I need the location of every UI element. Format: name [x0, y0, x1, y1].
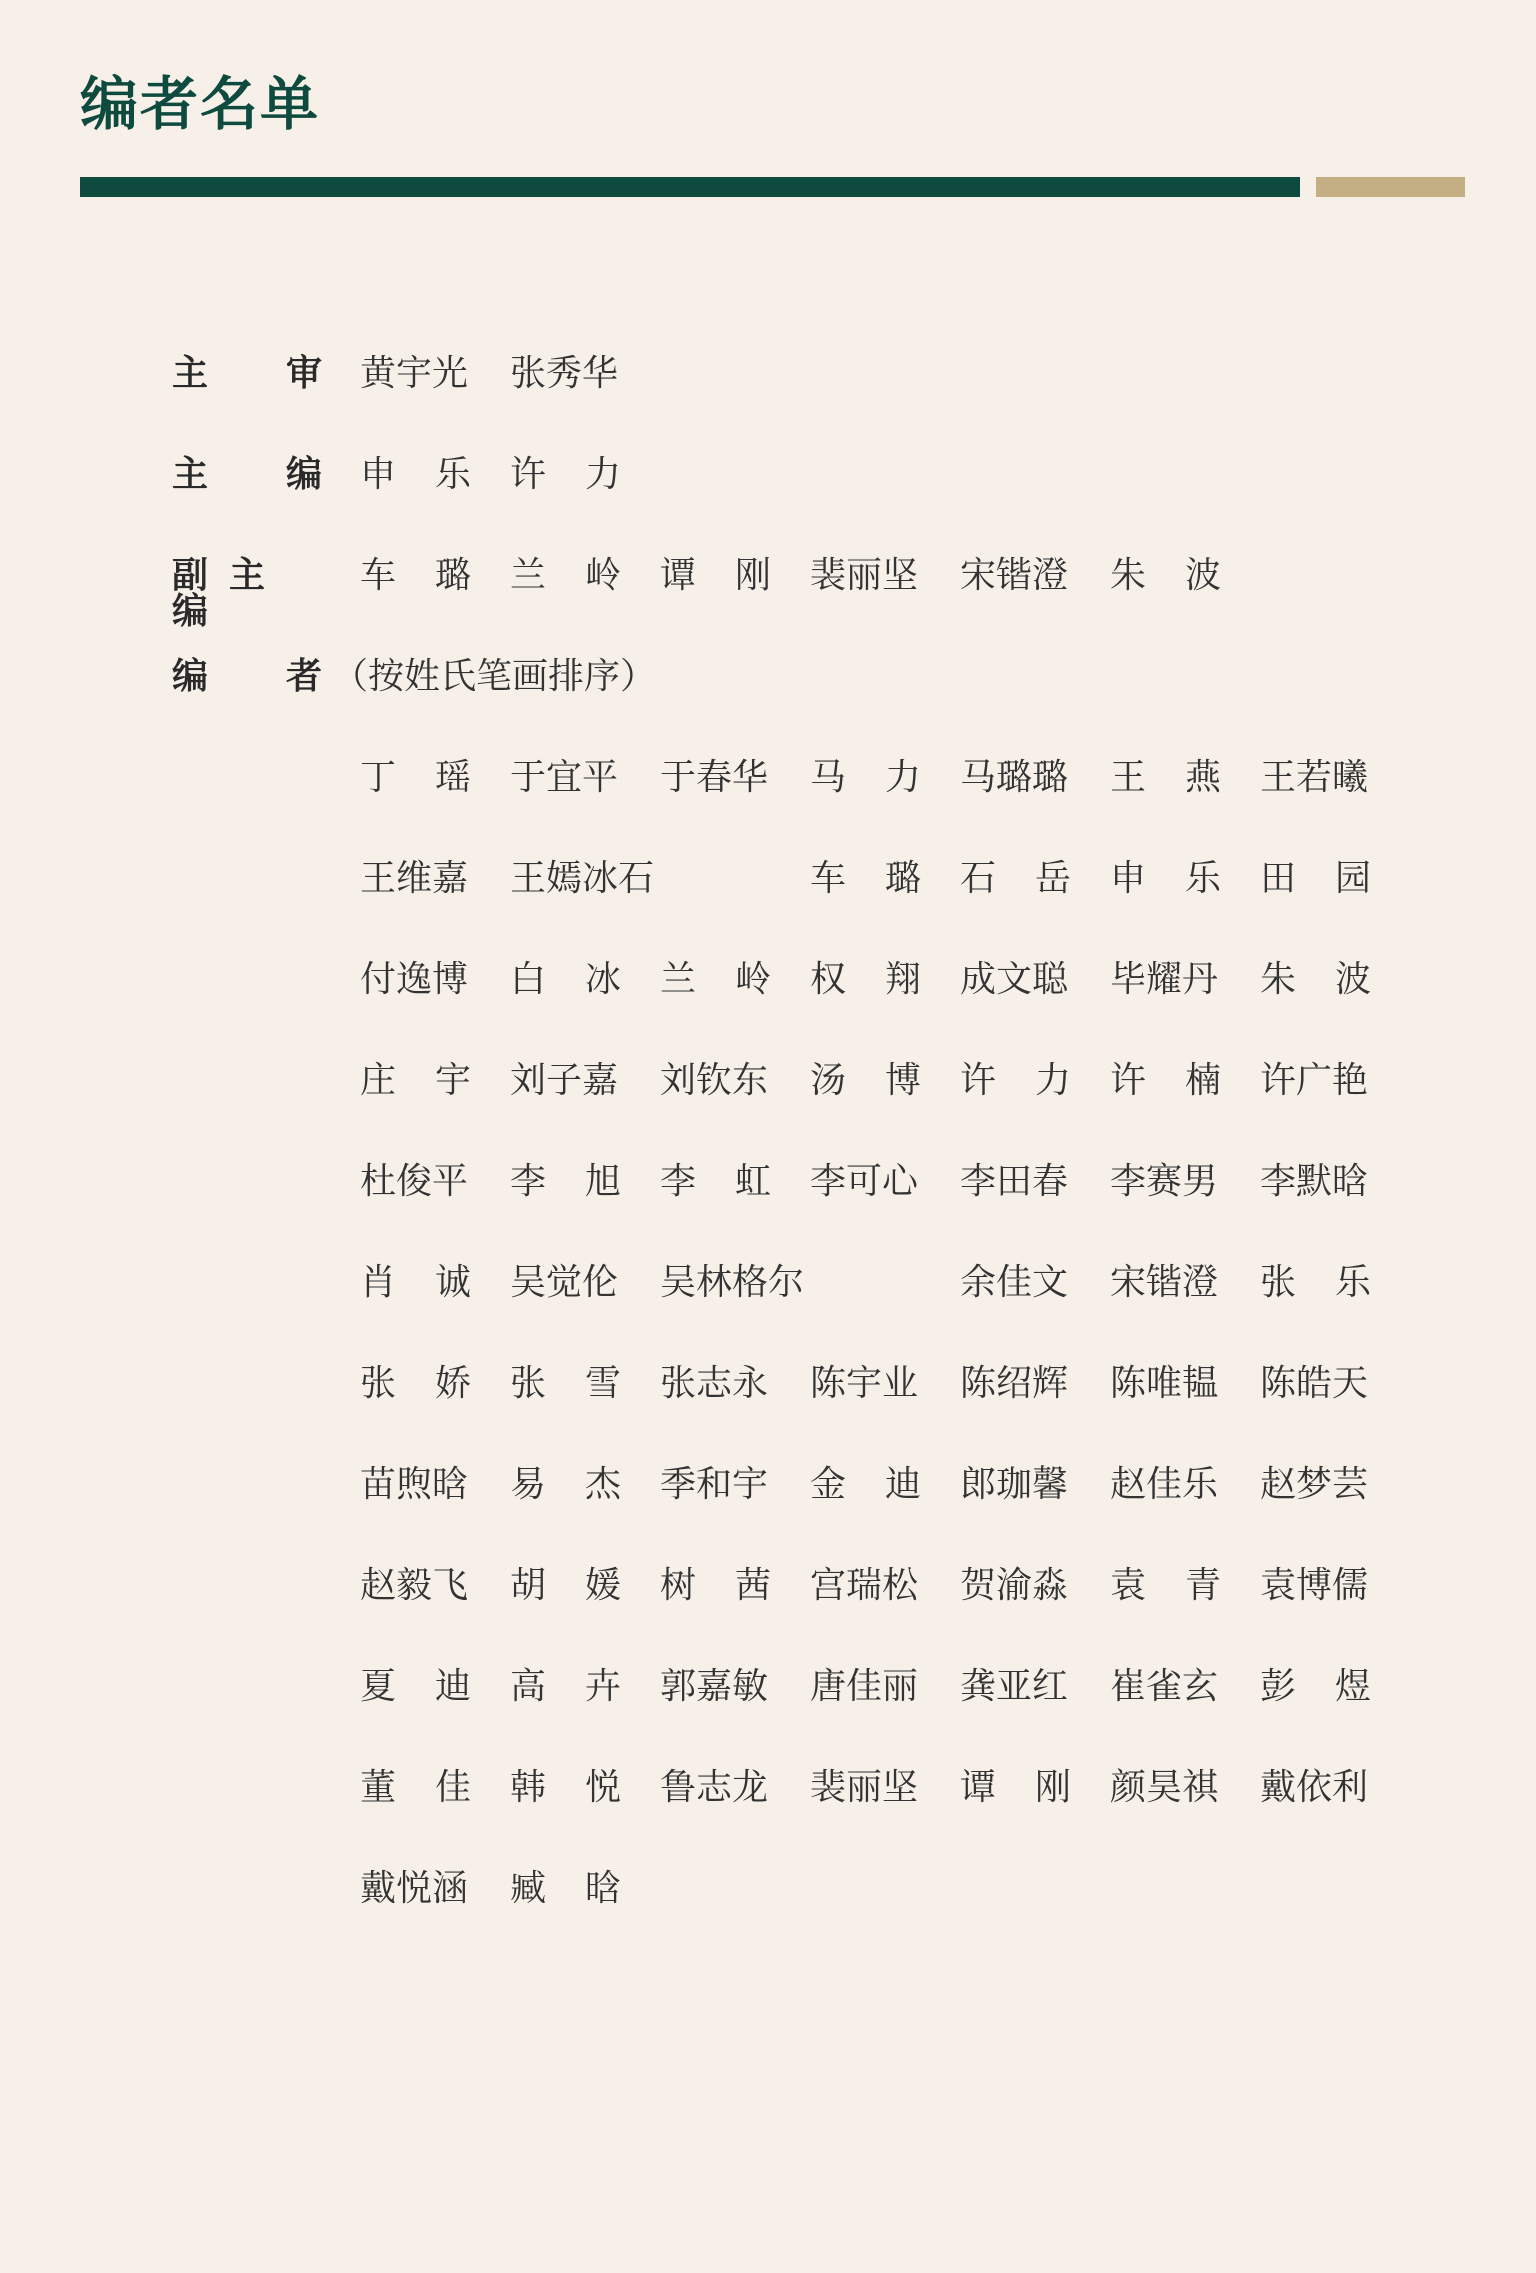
role-char: 编 — [172, 656, 209, 697]
name-char: 马 — [810, 757, 847, 798]
name-char: 彭 — [1260, 1666, 1297, 1707]
authors-row — [360, 1363, 1410, 1467]
person-name — [1260, 959, 1371, 1000]
person-name — [510, 1464, 621, 1505]
name-char: 璐 — [884, 858, 921, 899]
person-name: 于宜平 — [510, 757, 619, 798]
name-char: 张 — [510, 1363, 547, 1404]
person-name: 戴悦涵 — [360, 1868, 469, 1909]
person-name — [1260, 1666, 1371, 1707]
name-char: 申 — [360, 454, 397, 495]
role-char: 编 — [285, 454, 322, 495]
name-char: 波 — [1184, 555, 1221, 596]
authors-row — [360, 1868, 1410, 1972]
name-char: 楠 — [1184, 1060, 1221, 1101]
name-char: 刚 — [1034, 1767, 1071, 1808]
name-char: 娇 — [434, 1363, 471, 1404]
role-label-editor — [172, 454, 322, 495]
name-char: 车 — [810, 858, 847, 899]
authors-row — [360, 1060, 1410, 1164]
person-name: 张志永 — [660, 1363, 769, 1404]
name-char: 许 — [1110, 1060, 1147, 1101]
name-char: 青 — [1184, 1565, 1221, 1606]
name-char: 岳 — [1034, 858, 1071, 899]
name-char: 朱 — [1110, 555, 1147, 596]
name-char: 金 — [810, 1464, 847, 1505]
person-name — [510, 959, 621, 1000]
person-name: 吴林格尔 — [660, 1262, 805, 1303]
person-name: 刘钦东 — [660, 1060, 769, 1101]
person-name — [660, 1565, 771, 1606]
name-char: 夏 — [360, 1666, 397, 1707]
person-name — [510, 1666, 621, 1707]
person-name — [360, 1767, 471, 1808]
name-char: 张 — [1260, 1262, 1297, 1303]
name-char: 雪 — [584, 1363, 621, 1404]
person-name: 赵梦芸 — [1260, 1464, 1369, 1505]
name-char: 媛 — [584, 1565, 621, 1606]
person-name — [510, 1363, 621, 1404]
person-name: 郎珈馨 — [960, 1464, 1069, 1505]
person-name — [510, 1161, 621, 1202]
name-char: 岭 — [734, 959, 771, 1000]
name-char: 兰 — [660, 959, 697, 1000]
person-name: 宋锴澄 — [1110, 1262, 1219, 1303]
role-label-reviewer — [172, 353, 322, 394]
name-char: 迪 — [884, 1464, 921, 1505]
person-name: 贺渝淼 — [960, 1565, 1069, 1606]
name-char: 董 — [360, 1767, 397, 1808]
role-char: 主 — [172, 353, 209, 394]
name-char: 易 — [510, 1464, 547, 1505]
person-name — [810, 959, 921, 1000]
name-char: 旭 — [584, 1161, 621, 1202]
authors-row — [360, 1161, 1410, 1265]
role-char: 审 — [285, 353, 322, 394]
name-char: 韩 — [510, 1767, 547, 1808]
name-char: 白 — [510, 959, 547, 1000]
person-name: 裴丽坚 — [810, 1767, 919, 1808]
person-name — [660, 959, 771, 1000]
deputy-names — [360, 555, 1260, 596]
person-name — [960, 858, 1071, 899]
name-char: 田 — [1260, 858, 1297, 899]
person-name: 陈宇业 — [810, 1363, 919, 1404]
name-char: 刚 — [734, 555, 771, 596]
role-text: 副主编 — [172, 555, 287, 632]
person-name: 余佳文 — [960, 1262, 1069, 1303]
person-name — [1110, 757, 1221, 798]
name-char: 许 — [960, 1060, 997, 1101]
name-char: 波 — [1334, 959, 1371, 1000]
person-name: 王若曦 — [1260, 757, 1369, 798]
role-char: 主 — [172, 454, 209, 495]
person-name — [810, 1464, 921, 1505]
person-name — [360, 1262, 471, 1303]
name-char: 张 — [360, 1363, 397, 1404]
editor-names — [360, 454, 660, 495]
name-char: 瑶 — [434, 757, 471, 798]
person-name: 颜昊祺 — [1110, 1767, 1219, 1808]
name-char: 许 — [510, 454, 547, 495]
name-char: 璐 — [434, 555, 471, 596]
authors-row — [360, 1262, 1410, 1366]
name-char: 车 — [360, 555, 397, 596]
name-char: 佳 — [434, 1767, 471, 1808]
name-char: 诚 — [434, 1262, 471, 1303]
name-char: 袁 — [1110, 1565, 1147, 1606]
person-name: 赵毅飞 — [360, 1565, 469, 1606]
page-title: 编者名单 — [80, 70, 321, 138]
name-char: 庄 — [360, 1060, 397, 1101]
person-name: 宫瑞松 — [810, 1565, 919, 1606]
person-name: 苗煦晗 — [360, 1464, 469, 1505]
authors-grid — [360, 757, 1410, 1972]
name-char: 煜 — [1334, 1666, 1371, 1707]
name-char: 兰 — [510, 555, 547, 596]
name-char: 汤 — [810, 1060, 847, 1101]
person-name: 毕耀丹 — [1110, 959, 1219, 1000]
person-name — [360, 1060, 471, 1101]
name-char: 岭 — [584, 555, 621, 596]
authors-row — [360, 1767, 1410, 1871]
person-name — [810, 1060, 921, 1101]
name-char: 石 — [960, 858, 997, 899]
name-char: 茜 — [734, 1565, 771, 1606]
person-name: 鲁志龙 — [660, 1767, 769, 1808]
name-char: 燕 — [1184, 757, 1221, 798]
name-char: 李 — [510, 1161, 547, 1202]
name-char: 虹 — [734, 1161, 771, 1202]
person-name: 许广艳 — [1260, 1060, 1369, 1101]
person-name: 戴依利 — [1260, 1767, 1369, 1808]
authors-row — [360, 1565, 1410, 1669]
person-name — [810, 858, 921, 899]
name-char: 悦 — [584, 1767, 621, 1808]
person-name — [510, 1767, 621, 1808]
name-char: 树 — [660, 1565, 697, 1606]
person-name: 崔雀玄 — [1110, 1666, 1219, 1707]
authors-row — [360, 959, 1410, 1063]
person-name: 王维嘉 — [360, 858, 469, 899]
person-name: 李可心 — [810, 1161, 919, 1202]
person-name: 于春华 — [660, 757, 769, 798]
person-name: 马璐璐 — [960, 757, 1069, 798]
person-name: 黄宇光 — [360, 353, 469, 394]
authors-row — [360, 1666, 1410, 1770]
person-name: 李田春 — [960, 1161, 1069, 1202]
name-char: 肖 — [360, 1262, 397, 1303]
name-char: 申 — [1110, 858, 1147, 899]
name-char: 园 — [1334, 858, 1371, 899]
person-name — [360, 1363, 471, 1404]
person-name: 宋锴澄 — [960, 555, 1069, 596]
name-char: 宇 — [434, 1060, 471, 1101]
title-underline-gold — [1316, 177, 1465, 197]
name-char: 博 — [884, 1060, 921, 1101]
person-name: 裴丽坚 — [810, 555, 919, 596]
person-name: 陈皓天 — [1260, 1363, 1369, 1404]
person-name — [960, 1060, 1071, 1101]
name-char: 高 — [510, 1666, 547, 1707]
name-char: 丁 — [360, 757, 397, 798]
person-name: 吴觉伦 — [510, 1262, 619, 1303]
authors-row — [360, 757, 1410, 861]
name-char: 朱 — [1260, 959, 1297, 1000]
person-name — [360, 454, 471, 495]
person-name — [660, 1161, 771, 1202]
name-char: 力 — [1034, 1060, 1071, 1101]
person-name: 唐佳丽 — [810, 1666, 919, 1707]
name-char: 李 — [660, 1161, 697, 1202]
title-underline-green — [80, 177, 1300, 197]
person-name — [960, 1767, 1071, 1808]
name-char: 力 — [584, 454, 621, 495]
name-char: 乐 — [434, 454, 471, 495]
name-char: 权 — [810, 959, 847, 1000]
person-name: 张秀华 — [510, 353, 619, 394]
name-char: 力 — [884, 757, 921, 798]
person-name — [1110, 858, 1221, 899]
name-char: 冰 — [584, 959, 621, 1000]
role-label-deputy — [172, 555, 322, 632]
name-char: 臧 — [510, 1868, 547, 1909]
person-name — [1110, 1060, 1221, 1101]
person-name: 陈绍辉 — [960, 1363, 1069, 1404]
name-char: 晗 — [584, 1868, 621, 1909]
person-name — [510, 1565, 621, 1606]
role-label-authors — [172, 656, 322, 697]
name-char: 杰 — [584, 1464, 621, 1505]
person-name: 刘子嘉 — [510, 1060, 619, 1101]
person-name — [360, 1666, 471, 1707]
person-name: 李赛男 — [1110, 1161, 1219, 1202]
person-name — [810, 757, 921, 798]
role-char: 者 — [285, 656, 322, 697]
person-name: 付逸博 — [360, 959, 469, 1000]
name-char: 谭 — [960, 1767, 997, 1808]
person-name — [660, 555, 771, 596]
person-name — [1260, 858, 1371, 899]
name-char: 王 — [1110, 757, 1147, 798]
person-name: 陈唯韫 — [1110, 1363, 1219, 1404]
person-name — [360, 555, 471, 596]
person-name: 袁博儒 — [1260, 1565, 1369, 1606]
authors-row — [360, 858, 1410, 962]
name-char: 翔 — [884, 959, 921, 1000]
person-name — [1110, 555, 1221, 596]
name-char: 乐 — [1334, 1262, 1371, 1303]
person-name — [1260, 1262, 1371, 1303]
person-name: 季和宇 — [660, 1464, 769, 1505]
authors-sort-note: （按姓氏笔画排序） — [332, 656, 657, 697]
person-name — [510, 454, 621, 495]
authors-row — [360, 1464, 1410, 1568]
person-name — [1110, 1565, 1221, 1606]
person-name: 赵佳乐 — [1110, 1464, 1219, 1505]
name-char: 谭 — [660, 555, 697, 596]
person-name: 郭嘉敏 — [660, 1666, 769, 1707]
person-name — [360, 757, 471, 798]
name-char: 卉 — [584, 1666, 621, 1707]
person-name: 成文聪 — [960, 959, 1069, 1000]
reviewer-names — [360, 353, 660, 394]
name-char: 胡 — [510, 1565, 547, 1606]
person-name: 李默晗 — [1260, 1161, 1369, 1202]
name-char: 乐 — [1184, 858, 1221, 899]
person-name — [510, 1868, 621, 1909]
person-name — [510, 555, 621, 596]
name-char: 迪 — [434, 1666, 471, 1707]
person-name: 龚亚红 — [960, 1666, 1069, 1707]
person-name: 王嫣冰石 — [510, 858, 655, 899]
person-name: 杜俊平 — [360, 1161, 469, 1202]
